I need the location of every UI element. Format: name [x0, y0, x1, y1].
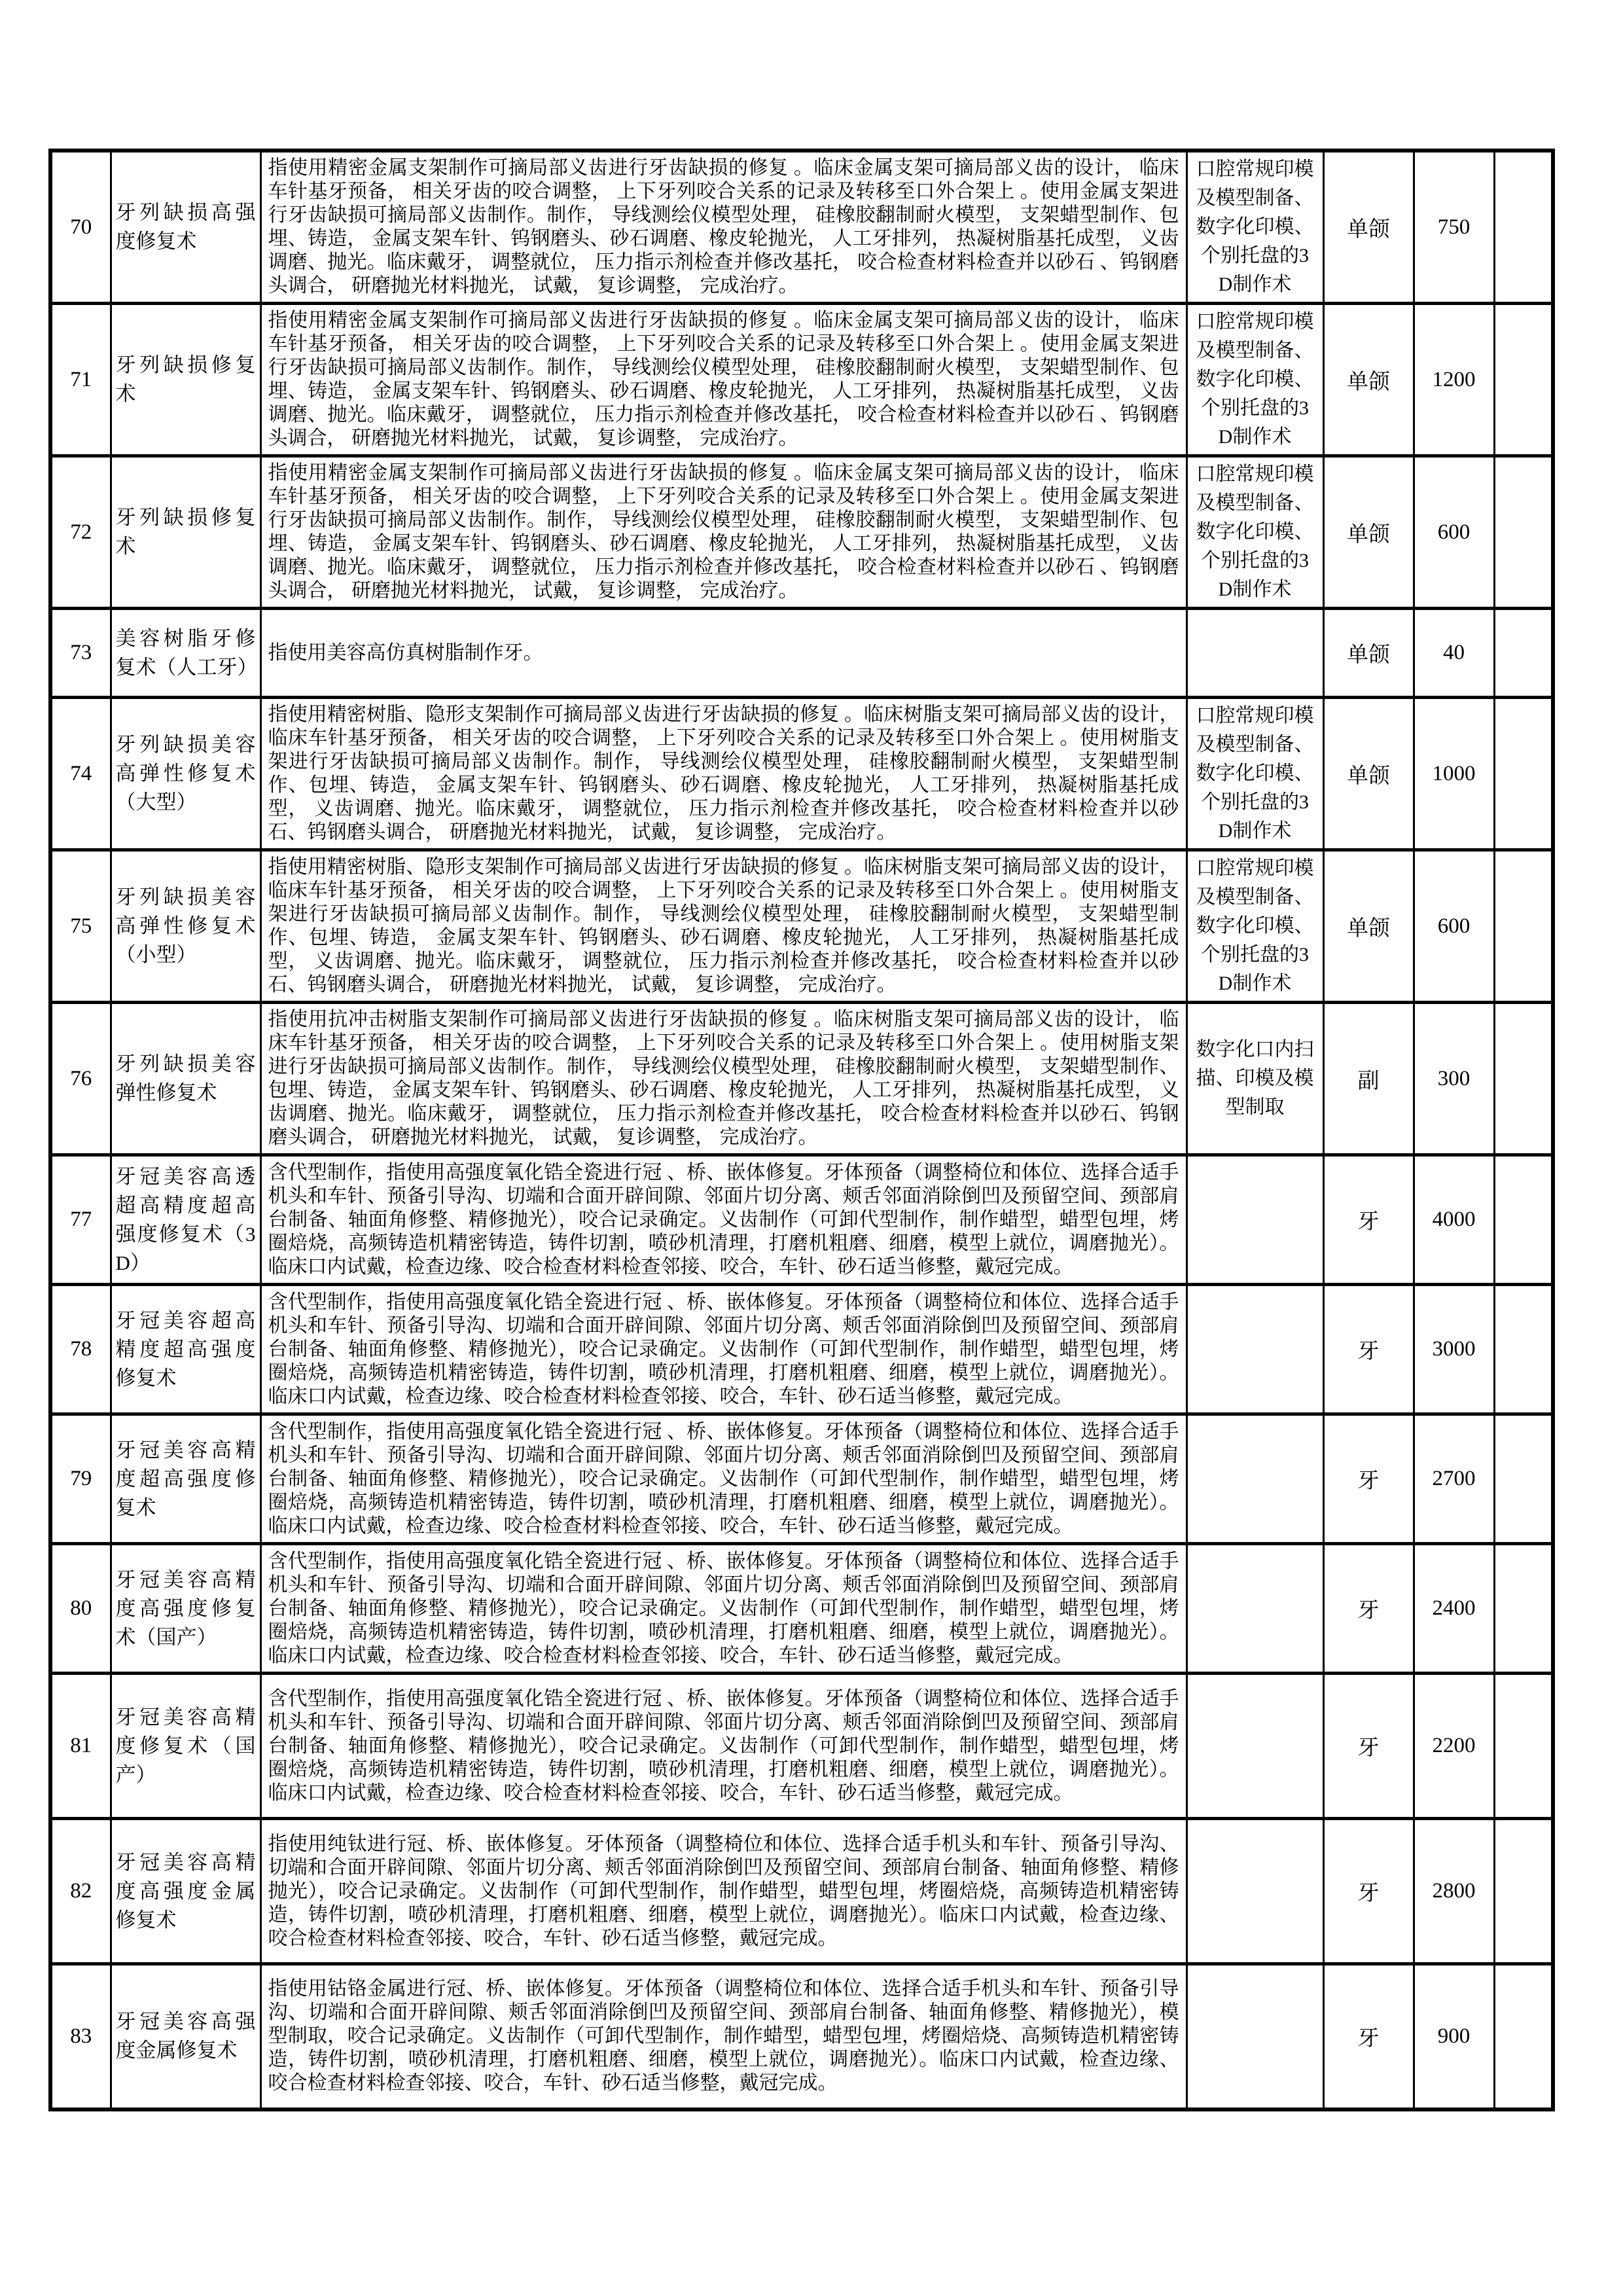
cell-excluded-content — [1186, 1544, 1323, 1674]
cell-item-description: 指使用精密树脂、隐形支架制作可摘局部义齿进行牙齿缺损的修复 。临床树脂支架可摘局部义齿的设计， 临床车针基牙预备， 相关牙齿的咬合调整， 上下牙列咬合关系的记录及转移至口外合架上 。使用树脂支架进行牙齿缺损可摘局部义齿制作。制作， 导线测绘仪模型处理， 硅橡胶翻制耐火模型， 支架蜡型制作、包埋、铸造， 金属支架车针、钨钢磨头、砂石调磨、橡皮轮抛光， 人工牙排列， 热凝树脂基托成型， 义齿调磨、抛光。临床戴牙， 调整就位， 压力指示剂检查并修改基托， 咬合检查材料检查并以砂石、钨钢磨头调合， 研磨抛光材料抛光， 试戴， 复诊调整， 完成治疗。 — [260, 850, 1186, 1003]
table-row — [50, 609, 1553, 698]
cell-sequence-number: 82 — [50, 1819, 111, 1964]
cell-empty-extra — [1494, 456, 1553, 609]
table-row — [50, 1155, 1553, 1285]
cell-empty-extra — [1494, 1964, 1553, 2109]
cell-excluded-content: 口腔常规印模及模型制备、数字化印模、个别托盘的3D制作术 — [1186, 456, 1323, 609]
cell-price: 1200 — [1414, 304, 1494, 456]
cell-item-description: 指使用美容高仿真树脂制作牙。 — [260, 609, 1186, 698]
cell-excluded-content — [1186, 1285, 1323, 1414]
table-row — [50, 304, 1553, 456]
cell-price: 1000 — [1414, 698, 1494, 850]
cell-item-description: 指使用纯钛进行冠、桥、嵌体修复。牙体预备（调整椅位和体位、选择合适手机头和车针、预备引导沟、切端和合面开辟间隙、邻面片切分离、颊舌邻面消除倒凹及预留空间、颈部肩台制备、轴面角修整、精修抛光），咬合记录确定。义齿制作（可卸代型制作，制作蜡型，蜡型包埋，烤圈焙烧，高频铸造机精密铸造，铸件切割，喷砂机清理，打磨机粗磨、细磨，模型上就位，调磨抛光）。临床口内试戴，检查边缘、咬合检查材料检查邻接、咬合，车针、砂石适当修整，戴冠完成。 — [260, 1819, 1186, 1964]
cell-sequence-number: 72 — [50, 456, 111, 609]
cell-item-name: 牙列缺损高强度修复术 — [111, 151, 260, 304]
cell-pricing-unit: 单颌 — [1323, 456, 1414, 609]
cell-item-name: 牙冠美容高透超高精度超高强度修复术（3D） — [111, 1155, 260, 1285]
cell-excluded-content: 口腔常规印模及模型制备、数字化印模、个别托盘的3D制作术 — [1186, 151, 1323, 304]
cell-excluded-content — [1186, 1414, 1323, 1544]
cell-pricing-unit: 牙 — [1323, 1819, 1414, 1964]
cell-item-description: 指使用钴铬金属进行冠、桥、嵌体修复。牙体预备（调整椅位和体位、选择合适手机头和车针、预备引导沟、切端和合面开辟间隙、颊舌邻面消除倒凹及预留空间、颈部肩台制备、轴面角修整、精修抛光），模型制取，咬合记录确定。义齿制作（可卸代型制作，制作蜡型，蜡型包埋，烤圈焙烧、高频铸造机精密铸造，铸件切割，喷砂机清理，打磨机粗磨、细磨，模型上就位，调磨抛光）。临床口内试戴，检查边缘、咬合检查材料检查邻接、咬合，车针、砂石适当修整，戴冠完成。 — [260, 1964, 1186, 2109]
cell-empty-extra — [1494, 850, 1553, 1003]
cell-item-description: 含代型制作，指使用高强度氧化锆全瓷进行冠 、桥、嵌体修复。牙体预备（调整椅位和体位、选择合适手机头和车针、预备引导沟、切端和合面开辟间隙、邻面片切分离、颊舌邻面消除倒凹及预留空间、颈部肩台制备、轴面角修整、精修抛光），咬合记录确定。义齿制作（可卸代型制作，制作蜡型，蜡型包埋，烤圈焙烧，高频铸造机精密铸造，铸件切割，喷砂机清理，打磨机粗磨、细磨，模型上就位，调磨抛光）。临床口内试戴，检查边缘、咬合检查材料检查邻接、咬合，车针、砂石适当修整，戴冠完成。 — [260, 1674, 1186, 1819]
cell-price: 600 — [1414, 850, 1494, 1003]
table-row — [50, 1674, 1553, 1819]
table-row — [50, 1819, 1553, 1964]
cell-empty-extra — [1494, 609, 1553, 698]
cell-item-description: 含代型制作，指使用高强度氧化锆全瓷进行冠 、桥、嵌体修复。牙体预备（调整椅位和体位、选择合适手机头和车针、预备引导沟、切端和合面开辟间隙、邻面片切分离、颊舌邻面消除倒凹及预留空间、颈部肩台制备、轴面角修整、精修抛光），咬合记录确定。义齿制作（可卸代型制作，制作蜡型，蜡型包埋，烤圈焙烧，高频铸造机精密铸造，铸件切割，喷砂机清理，打磨机粗磨、细磨，模型上就位，调磨抛光）。临床口内试戴，检查边缘、咬合检查材料检查邻接、咬合，车针、砂石适当修整，戴冠完成。 — [260, 1544, 1186, 1674]
cell-empty-extra — [1494, 698, 1553, 850]
cell-price: 2700 — [1414, 1414, 1494, 1544]
cell-empty-extra — [1494, 1414, 1553, 1544]
cell-sequence-number: 75 — [50, 850, 111, 1003]
cell-empty-extra — [1494, 1285, 1553, 1414]
cell-item-description: 指使用精密金属支架制作可摘局部义齿进行牙齿缺损的修复 。临床金属支架可摘局部义齿的设计， 临床车针基牙预备， 相关牙齿的咬合调整， 上下牙列咬合关系的记录及转移至口外合架上 。使用金属支架进行牙齿缺损可摘局部义齿制作。制作， 导线测绘仪模型处理， 硅橡胶翻制耐火模型， 支架蜡型制作、包埋、铸造， 金属支架车针、钨钢磨头、砂石调磨、橡皮轮抛光， 人工牙排列， 热凝树脂基托成型， 义齿调磨、抛光。临床戴牙， 调整就位， 压力指示剂检查并修改基托， 咬合检查材料检查并以砂石 、钨钢磨头调合， 研磨抛光材料抛光， 试戴， 复诊调整， 完成治疗。 — [260, 304, 1186, 456]
cell-pricing-unit: 单颌 — [1323, 151, 1414, 304]
cell-empty-extra — [1494, 151, 1553, 304]
cell-sequence-number: 81 — [50, 1674, 111, 1819]
cell-sequence-number: 74 — [50, 698, 111, 850]
cell-item-description: 指使用精密树脂、隐形支架制作可摘局部义齿进行牙齿缺损的修复 。临床树脂支架可摘局部义齿的设计， 临床车针基牙预备， 相关牙齿的咬合调整， 上下牙列咬合关系的记录及转移至口外合架上 。使用树脂支架进行牙齿缺损可摘局部义齿制作。制作， 导线测绘仪模型处理， 硅橡胶翻制耐火模型， 支架蜡型制作、包埋、铸造， 金属支架车针、钨钢磨头、砂石调磨、橡皮轮抛光， 人工牙排列， 热凝树脂基托成型， 义齿调磨、抛光。临床戴牙， 调整就位， 压力指示剂检查并修改基托， 咬合检查材料检查并以砂石、钨钢磨头调合， 研磨抛光材料抛光， 试戴， 复诊调整， 完成治疗。 — [260, 698, 1186, 850]
cell-price: 2400 — [1414, 1544, 1494, 1674]
cell-item-name: 牙列缺损美容高弹性修复术（小型） — [111, 850, 260, 1003]
cell-price: 300 — [1414, 1003, 1494, 1155]
cell-item-description: 指使用精密金属支架制作可摘局部义齿进行牙齿缺损的修复 。临床金属支架可摘局部义齿的设计， 临床车针基牙预备， 相关牙齿的咬合调整， 上下牙列咬合关系的记录及转移至口外合架上 。使用金属支架进行牙齿缺损可摘局部义齿制作。制作， 导线测绘仪模型处理， 硅橡胶翻制耐火模型， 支架蜡型制作、包埋、铸造， 金属支架车针、钨钢磨头、砂石调磨、橡皮轮抛光， 人工牙排列， 热凝树脂基托成型， 义齿调磨、抛光。临床戴牙， 调整就位， 压力指示剂检查并修改基托， 咬合检查材料检查并以砂石 、钨钢磨头调合， 研磨抛光材料抛光， 试戴， 复诊调整， 完成治疗。 — [260, 151, 1186, 304]
cell-excluded-content — [1186, 1819, 1323, 1964]
cell-item-name: 牙冠美容高精度高强度修复术（国产） — [111, 1544, 260, 1674]
cell-excluded-content: 口腔常规印模及模型制备、数字化印模、个别托盘的3D制作术 — [1186, 304, 1323, 456]
cell-price: 4000 — [1414, 1155, 1494, 1285]
table-row — [50, 1003, 1553, 1155]
cell-sequence-number: 83 — [50, 1964, 111, 2109]
table-row — [50, 1964, 1553, 2109]
table-row — [50, 1544, 1553, 1674]
cell-price: 900 — [1414, 1964, 1494, 2109]
cell-item-description: 指使用精密金属支架制作可摘局部义齿进行牙齿缺损的修复 。临床金属支架可摘局部义齿的设计， 临床车针基牙预备， 相关牙齿的咬合调整， 上下牙列咬合关系的记录及转移至口外合架上 。使用金属支架进行牙齿缺损可摘局部义齿制作。制作， 导线测绘仪模型处理， 硅橡胶翻制耐火模型， 支架蜡型制作、包埋、铸造， 金属支架车针、钨钢磨头、砂石调磨、橡皮轮抛光， 人工牙排列， 热凝树脂基托成型， 义齿调磨、抛光。临床戴牙， 调整就位， 压力指示剂检查并修改基托， 咬合检查材料检查并以砂石 、钨钢磨头调合， 研磨抛光材料抛光， 试戴， 复诊调整， 完成治疗。 — [260, 456, 1186, 609]
cell-price: 3000 — [1414, 1285, 1494, 1414]
cell-sequence-number: 70 — [50, 151, 111, 304]
cell-item-description: 含代型制作，指使用高强度氧化锆全瓷进行冠 、桥、嵌体修复。牙体预备（调整椅位和体位、选择合适手机头和车针、预备引导沟、切端和合面开辟间隙、邻面片切分离、颊舌邻面消除倒凹及预留空间、颈部肩台制备、轴面角修整、精修抛光），咬合记录确定。义齿制作（可卸代型制作，制作蜡型，蜡型包埋，烤圈焙烧，高频铸造机精密铸造，铸件切割，喷砂机清理，打磨机粗磨、细磨，模型上就位，调磨抛光）。临床口内试戴，检查边缘、咬合检查材料检查邻接、咬合，车针、砂石适当修整，戴冠完成。 — [260, 1155, 1186, 1285]
cell-sequence-number: 73 — [50, 609, 111, 698]
cell-excluded-content: 数字化口内扫描、印模及模型制取 — [1186, 1003, 1323, 1155]
cell-excluded-content: 口腔常规印模及模型制备、数字化印模、个别托盘的3D制作术 — [1186, 850, 1323, 1003]
table-row — [50, 698, 1553, 850]
cell-item-name: 牙列缺损美容高弹性修复术（大型） — [111, 698, 260, 850]
cell-excluded-content — [1186, 1155, 1323, 1285]
cell-pricing-unit: 牙 — [1323, 1674, 1414, 1819]
cell-price: 2200 — [1414, 1674, 1494, 1819]
cell-empty-extra — [1494, 1544, 1553, 1674]
cell-item-name: 牙冠美容高精度修复术（国产） — [111, 1674, 260, 1819]
cell-item-description: 指使用抗冲击树脂支架制作可摘局部义齿进行牙齿缺损的修复 。临床树脂支架可摘局部义齿的设计， 临床车针基牙预备， 相关牙齿的咬合调整， 上下牙列咬合关系的记录及转移至口外合架上 。使用树脂支架进行牙齿缺损可摘局部义齿制作。制作， 导线测绘仪模型处理， 硅橡胶翻制耐火模型， 支架蜡型制作、包埋、铸造， 金属支架车针、钨钢磨头、砂石调磨、橡皮轮抛光， 人工牙排列， 热凝树脂基托成型， 义齿调磨、抛光。临床戴牙， 调整就位， 压力指示剂检查并修改基托， 咬合检查材料检查并以砂石、钨钢磨头调合， 研磨抛光材料抛光， 试戴， 复诊调整， 完成治疗。 — [260, 1003, 1186, 1155]
cell-pricing-unit: 牙 — [1323, 1544, 1414, 1674]
cell-item-name: 美容树脂牙修复术（人工牙） — [111, 609, 260, 698]
cell-sequence-number: 76 — [50, 1003, 111, 1155]
cell-item-name: 牙冠美容超高精度超高强度修复术 — [111, 1285, 260, 1414]
cell-pricing-unit: 牙 — [1323, 1155, 1414, 1285]
table-row — [50, 850, 1553, 1003]
cell-pricing-unit: 牙 — [1323, 1964, 1414, 2109]
cell-excluded-content — [1186, 609, 1323, 698]
cell-excluded-content — [1186, 1964, 1323, 2109]
cell-sequence-number: 77 — [50, 1155, 111, 1285]
cell-empty-extra — [1494, 1155, 1553, 1285]
cell-pricing-unit: 牙 — [1323, 1285, 1414, 1414]
cell-item-name: 牙冠美容高精度超高强度修复术 — [111, 1414, 260, 1544]
cell-pricing-unit: 单颌 — [1323, 609, 1414, 698]
table-row — [50, 1285, 1553, 1414]
cell-price: 750 — [1414, 151, 1494, 304]
cell-empty-extra — [1494, 1819, 1553, 1964]
cell-empty-extra — [1494, 304, 1553, 456]
table-row — [50, 1414, 1553, 1544]
cell-price: 2800 — [1414, 1819, 1494, 1964]
cell-price: 40 — [1414, 609, 1494, 698]
cell-item-name: 牙冠美容高强度金属修复术 — [111, 1964, 260, 2109]
cell-pricing-unit: 单颌 — [1323, 304, 1414, 456]
cell-pricing-unit: 单颌 — [1323, 698, 1414, 850]
price-table — [48, 149, 1555, 2111]
cell-item-description: 含代型制作，指使用高强度氧化锆全瓷进行冠 、桥、嵌体修复。牙体预备（调整椅位和体位、选择合适手机头和车针、预备引导沟、切端和合面开辟间隙、邻面片切分离、颊舌邻面消除倒凹及预留空间、颈部肩台制备、轴面角修整、精修抛光），咬合记录确定。义齿制作（可卸代型制作，制作蜡型，蜡型包埋，烤圈焙烧，高频铸造机精密铸造，铸件切割，喷砂机清理，打磨机粗磨、细磨，模型上就位，调磨抛光）。临床口内试戴，检查边缘、咬合检查材料检查邻接、咬合，车针、砂石适当修整，戴冠完成。 — [260, 1414, 1186, 1544]
table-row — [50, 456, 1553, 609]
cell-item-name: 牙列缺损修复术 — [111, 456, 260, 609]
cell-excluded-content: 口腔常规印模及模型制备、数字化印模、个别托盘的3D制作术 — [1186, 698, 1323, 850]
cell-sequence-number: 79 — [50, 1414, 111, 1544]
cell-empty-extra — [1494, 1674, 1553, 1819]
cell-price: 600 — [1414, 456, 1494, 609]
table-row — [50, 151, 1553, 304]
cell-sequence-number: 80 — [50, 1544, 111, 1674]
cell-pricing-unit: 牙 — [1323, 1414, 1414, 1544]
cell-item-name: 牙冠美容高精度高强度金属修复术 — [111, 1819, 260, 1964]
cell-sequence-number: 78 — [50, 1285, 111, 1414]
cell-sequence-number: 71 — [50, 304, 111, 456]
cell-empty-extra — [1494, 1003, 1553, 1155]
cell-pricing-unit: 单颌 — [1323, 850, 1414, 1003]
cell-item-name: 牙列缺损美容弹性修复术 — [111, 1003, 260, 1155]
cell-item-name: 牙列缺损修复术 — [111, 304, 260, 456]
cell-excluded-content — [1186, 1674, 1323, 1819]
cell-pricing-unit: 副 — [1323, 1003, 1414, 1155]
cell-item-description: 含代型制作，指使用高强度氧化锆全瓷进行冠 、桥、嵌体修复。牙体预备（调整椅位和体位、选择合适手机头和车针、预备引导沟、切端和合面开辟间隙、邻面片切分离、颊舌邻面消除倒凹及预留空间、颈部肩台制备、轴面角修整、精修抛光），咬合记录确定。义齿制作（可卸代型制作，制作蜡型，蜡型包埋，烤圈焙烧，高频铸造机精密铸造，铸件切割，喷砂机清理，打磨机粗磨、细磨，模型上就位，调磨抛光）。临床口内试戴，检查边缘、咬合检查材料检查邻接、咬合，车针、砂石适当修整，戴冠完成。 — [260, 1285, 1186, 1414]
